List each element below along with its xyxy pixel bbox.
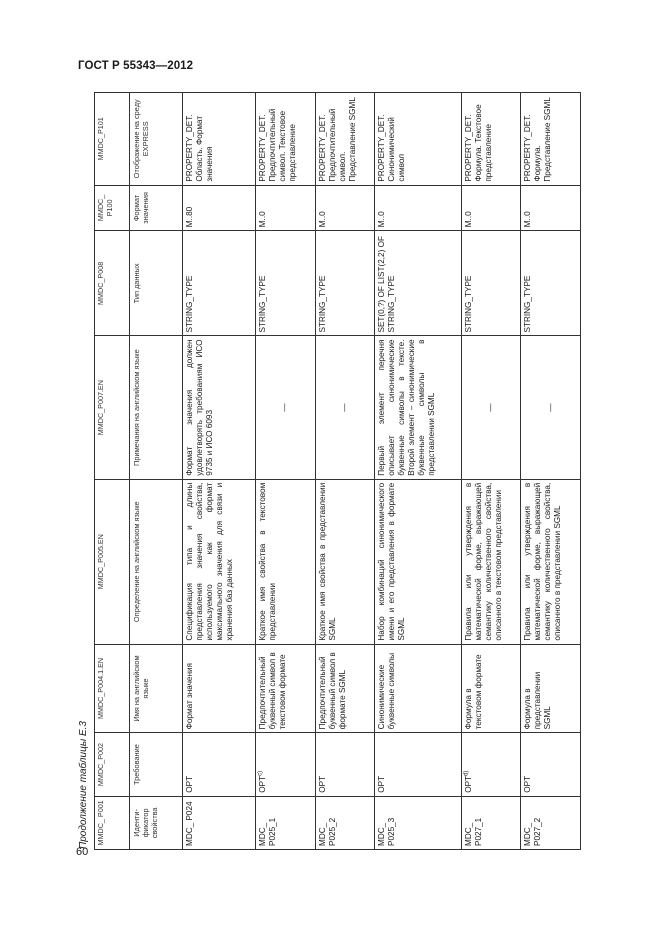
english-name: Предпочтительный буквенный символ в формате SGML xyxy=(315,644,375,733)
english-name: Синонимические буквенные символы xyxy=(375,644,461,733)
data-type: STRING_TYPE xyxy=(255,231,315,336)
column-code: MMDC_P008 xyxy=(95,231,130,336)
table-caption: Продолжение таблицы Е.3 xyxy=(78,721,89,849)
english-definition: Краткое имя свойства в представлении SGML xyxy=(315,479,375,644)
english-definition: Набор комбинаций синонимического имени и его представления в формате SGML xyxy=(375,479,461,644)
property-id: MDC_ P027_2 xyxy=(521,796,581,849)
requirement: OPT$^{c)}$ xyxy=(255,733,315,796)
english-name: Предпочтительный буквенный символ в текстовом формате xyxy=(255,644,315,733)
value-format: M..0 xyxy=(521,185,581,231)
english-name: Формат значения xyxy=(183,644,256,733)
english-definition: Правила или утверждения в математической форме, выражающей семантику количественного свойства, описанного в текстовом представлении xyxy=(461,479,521,644)
requirement: OPT$^{d)}$ xyxy=(461,733,521,796)
table-row xyxy=(461,93,521,850)
english-notes: — xyxy=(521,336,581,479)
property-id: MDC_ P024 xyxy=(183,796,256,849)
column-name: Иденти- фикатор свойства xyxy=(130,796,183,849)
page-number: 60 xyxy=(76,846,89,858)
value-format: M..0 xyxy=(315,185,375,231)
table-row xyxy=(255,93,315,850)
column-names-row xyxy=(130,93,183,850)
column-code: MMDC_P005.EN xyxy=(95,479,130,644)
column-name: Требование xyxy=(130,733,183,796)
column-code: MMDC_ P001 xyxy=(95,796,130,849)
english-definition: Краткое имя свойства в текстовом представлении xyxy=(255,479,315,644)
property-id: MDC_ P025_2 xyxy=(315,796,375,849)
data-type: STRING_TYPE xyxy=(315,231,375,336)
column-code: MMDC_P007.EN xyxy=(95,336,130,479)
english-definition: Правила или утверждения в математической форме, выражающей семантику количественного свойства, описанного в представлении SGML xyxy=(521,479,581,644)
rotated-table-container xyxy=(94,92,581,850)
express-mapping: PROPERTY_DET. Формула. Представление SGML xyxy=(521,93,581,186)
document-header: ГОСТ Р 55343—2012 xyxy=(78,60,194,72)
value-format: M..0 xyxy=(255,185,315,231)
value-format: M..0 xyxy=(375,185,461,231)
english-definition: Спецификация типа и длины представления значения свойства, используемого как формат максимального значения для связи и хранения баз данных xyxy=(183,479,256,644)
property-id: MDC_ P025_3 xyxy=(375,796,461,849)
value-format: M..0 xyxy=(461,185,521,231)
column-name: Примечания на английском языке xyxy=(130,336,183,479)
data-type: STRING_TYPE xyxy=(461,231,521,336)
requirement: OPT xyxy=(521,733,581,796)
table-row xyxy=(315,93,375,850)
english-notes: — xyxy=(315,336,375,479)
express-mapping: PROPERTY_DET. Формула. Текстовое представление xyxy=(461,93,521,186)
data-type: STRING_TYPE xyxy=(521,231,581,336)
column-name: Определение на английском языке xyxy=(130,479,183,644)
column-name: Отображение на среду EXPRESS xyxy=(130,93,183,186)
properties-table xyxy=(94,92,581,850)
express-mapping: PROPERTY_DET. Область. Формат значения xyxy=(183,93,256,186)
column-code: MMDC_P101 xyxy=(95,93,130,186)
english-notes: — xyxy=(461,336,521,479)
english-notes: — xyxy=(255,336,315,479)
property-id: MDC_ P025_1 xyxy=(255,796,315,849)
requirement: OPT xyxy=(315,733,375,796)
column-code: MMDC_P004.1.EN xyxy=(95,644,130,733)
value-format: M..80 xyxy=(183,185,256,231)
column-codes-row xyxy=(95,93,130,850)
column-name: Имя на английском языке xyxy=(130,644,183,733)
table-row xyxy=(375,93,461,850)
express-mapping: PROPERTY_DET. Предпочтительный символ. Текстовое представление xyxy=(255,93,315,186)
property-id: MDC_ P027_1 xyxy=(461,796,521,849)
english-notes: Формат значения должен удовлетворять требованиям ИСО 9735 и ИСО 6093 xyxy=(183,336,256,479)
column-name: Тип данных xyxy=(130,231,183,336)
data-type: STRING_TYPE xyxy=(183,231,256,336)
requirement: OPT xyxy=(375,733,461,796)
table-row xyxy=(521,93,581,850)
english-name: Формула в текстовом формате xyxy=(461,644,521,733)
data-type: SET(0,?) OF LIST(2,2) OF STRING_TYPE xyxy=(375,231,461,336)
column-code: MMDC_ P100 xyxy=(95,185,130,231)
requirement: OPT xyxy=(183,733,256,796)
english-name: Формула в представлении SGML xyxy=(521,644,581,733)
column-code: MMDC_P002 xyxy=(95,733,130,796)
english-notes: Первый элемент перечня описывает синонимические буквенные символы в тексте. Второй элемент – синонимические буквенные символы в представлении SGML xyxy=(375,336,461,479)
column-name: Формат значения xyxy=(130,185,183,231)
express-mapping: PROPERTY_DET. Синонимический символ xyxy=(375,93,461,186)
express-mapping: PROPERTY_DET. Предпочтительный символ. Представление SGML xyxy=(315,93,375,186)
table-row xyxy=(183,93,256,850)
